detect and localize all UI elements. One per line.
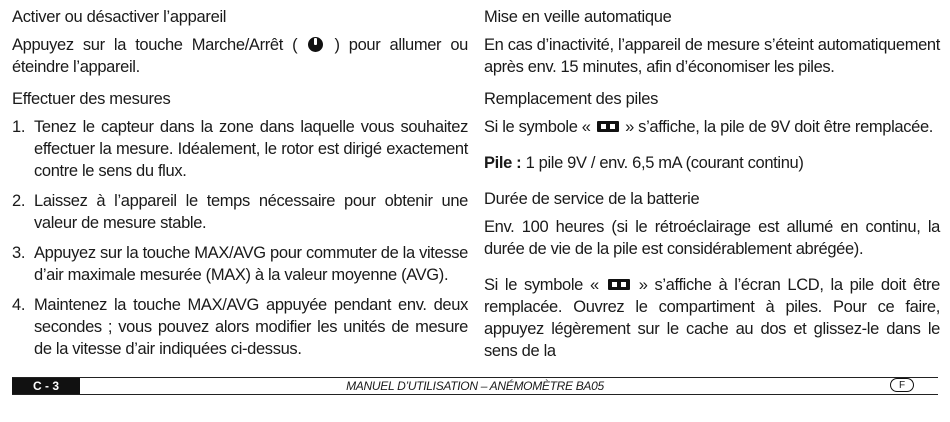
list-item bbox=[12, 116, 468, 182]
paragraph-auto-standby: En cas d’inactivité, l’appareil de mesure s’éteint automatiquement après env. 15 minutes, afin d’économiser les piles. bbox=[484, 36, 940, 76]
heading-measurements: Effectuer des mesures bbox=[12, 90, 171, 108]
pile-value: 1 pile 9V / env. 6,5 mA (courant continu) bbox=[521, 154, 804, 172]
step-text: Appuyez sur la touche MAX/AVG pour commuter de la vitesse d’air maximale mesurée (MAX) à la valeur moyenne (AVG). bbox=[34, 244, 468, 284]
left-column bbox=[12, 6, 468, 368]
list-item bbox=[12, 242, 468, 286]
step-number: 4. bbox=[12, 296, 26, 314]
measurement-steps bbox=[12, 116, 468, 360]
step-number: 3. bbox=[12, 244, 26, 262]
step-number: 1. bbox=[12, 118, 26, 136]
paragraph-battery-lcd bbox=[484, 274, 940, 362]
paragraph-power-text-before: Appuyez sur la touche Marche/Arrêt ( bbox=[12, 36, 298, 54]
manual-title: MANUEL D’UTILISATION – ANÉMOMÈTRE BA05 bbox=[346, 379, 604, 393]
heading-battery-life: Durée de service de la batterie bbox=[484, 190, 700, 208]
battery-lcd-text-after: » s’affiche à l’écran LCD, la pile doit être remplacée. Ouvrez le compartiment à piles. Pour ce faire, appuyez légèrement sur le cache au dos et glissez-le dans le sens de la bbox=[484, 276, 941, 360]
paragraph-battery-life: Env. 100 heures (si le rétroéclairage est allumé en continu, la durée de vie de la pile est considérablement abrégée). bbox=[484, 218, 940, 258]
paragraph-power-toggle bbox=[12, 34, 468, 78]
heading-battery-replacement: Remplacement des piles bbox=[484, 90, 659, 108]
list-item bbox=[12, 190, 468, 234]
right-column bbox=[484, 6, 940, 372]
language-badge: F bbox=[890, 378, 914, 392]
page-footer bbox=[12, 377, 938, 395]
battery-text-before: Si le symbole « bbox=[484, 118, 591, 136]
paragraph-battery-symbol bbox=[484, 116, 940, 138]
list-item bbox=[12, 294, 468, 360]
heading-power-toggle: Activer ou désactiver l’appareil bbox=[12, 8, 227, 26]
battery-text-after: » s’affiche, la pile de 9V doit être remplacée. bbox=[625, 118, 934, 136]
step-text: Laissez à l’appareil le temps nécessaire pour obtenir une valeur de mesure stable. bbox=[34, 192, 468, 232]
step-text: Maintenez la touche MAX/AVG appuyée pendant env. deux secondes ; vous pouvez alors modifier les unités de mesure de la vitesse d’air indiquées ci-dessus. bbox=[34, 296, 468, 358]
step-number: 2. bbox=[12, 192, 26, 210]
power-icon bbox=[308, 37, 323, 52]
paragraph-pile-spec bbox=[484, 152, 940, 174]
heading-auto-standby: Mise en veille automatique bbox=[484, 8, 672, 26]
step-text: Tenez le capteur dans la zone dans laquelle vous souhaitez effectuer la mesure. Idéalement, le rotor est dirigé exactement contre le sens du flux. bbox=[34, 118, 468, 180]
battery-icon bbox=[597, 121, 619, 132]
paragraph-power-text-after: ) pour allumer ou éteindre l’appareil. bbox=[12, 36, 468, 76]
page-number-badge: C - 3 bbox=[12, 378, 80, 394]
battery-icon bbox=[608, 279, 630, 290]
battery-lcd-text-before: Si le symbole « bbox=[484, 276, 599, 294]
pile-label: Pile : bbox=[484, 154, 522, 172]
